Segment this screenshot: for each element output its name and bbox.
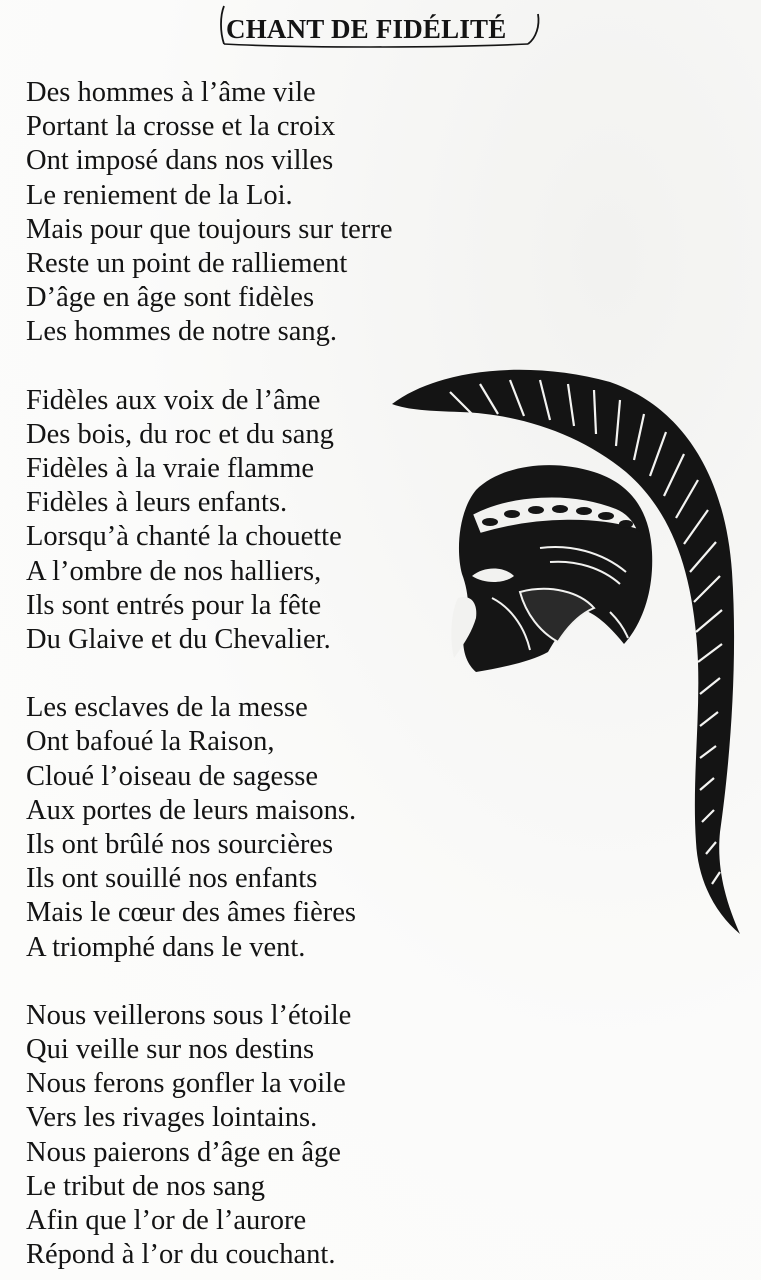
poem-line: Fidèles à leurs enfants. — [26, 487, 288, 519]
poem-line: Ils ont brûlé nos sourcières — [26, 829, 334, 861]
crested-helmet-icon — [380, 362, 760, 942]
poem-line: Portant la crosse et la croix — [26, 111, 336, 143]
poem-line: A triomphé dans le vent. — [26, 931, 306, 963]
poem-line: Nous paierons d’âge en âge — [26, 1136, 341, 1168]
poem-line: Le reniement de la Loi. — [26, 179, 293, 211]
poem-line: Le tribut de nos sang — [26, 1170, 266, 1202]
poem-line: Les esclaves de la messe — [26, 692, 308, 724]
poem-line: Mais pour que toujours sur terre — [26, 213, 393, 245]
poem-line: Aux portes de leurs maisons. — [26, 794, 357, 826]
poem-line: Du Glaive et du Chevalier. — [26, 624, 331, 656]
stanza-4 — [26, 999, 392, 1273]
poem-line: Afin que l’or de l’aurore — [26, 1205, 307, 1237]
stanza-2 — [26, 384, 392, 658]
poem-line: Répond à l’or du couchant. — [26, 1239, 336, 1271]
poem-line: Mais le cœur des âmes fières — [26, 897, 357, 929]
poem-line: Vers les rivages lointains. — [26, 1102, 318, 1134]
poem-line: Fidèles à la vraie flamme — [26, 453, 315, 485]
poem-line: A l’ombre de nos halliers, — [26, 555, 322, 587]
poem-line: Ils ont souillé nos enfants — [26, 863, 318, 895]
poem-title: CHANT DE FIDÉLITÉ — [226, 14, 507, 44]
poem-line: Des bois, du roc et du sang — [26, 418, 334, 450]
poem-body — [26, 76, 392, 1273]
poem-line: Ont bafoué la Raison, — [26, 726, 275, 758]
poem-line: Fidèles aux voix de l’âme — [26, 384, 321, 416]
poem-line: Cloué l’oiseau de sagesse — [26, 760, 319, 792]
stanza-3 — [26, 691, 392, 965]
poem-line: Ils sont entrés pour la fête — [26, 589, 322, 621]
stanza-1 — [26, 76, 392, 350]
poem-line: Nous ferons gonfler la voile — [26, 1068, 346, 1100]
poem-line: Qui veille sur nos destins — [26, 1034, 315, 1066]
poem-line: Des hommes à l’âme vile — [26, 77, 316, 108]
poem-line: Les hommes de notre sang. — [26, 316, 338, 348]
title-block — [218, 2, 548, 50]
poem-line: Reste un point de ralliement — [26, 248, 348, 280]
helmet-crest — [392, 370, 740, 934]
poem-line: D’âge en âge sont fidèles — [26, 282, 315, 314]
poem-line: Ont imposé dans nos villes — [26, 145, 334, 177]
poem-line: Lorsqu’à chanté la chouette — [26, 521, 342, 553]
poem-line: Nous veillerons sous l’étoile — [26, 999, 352, 1031]
